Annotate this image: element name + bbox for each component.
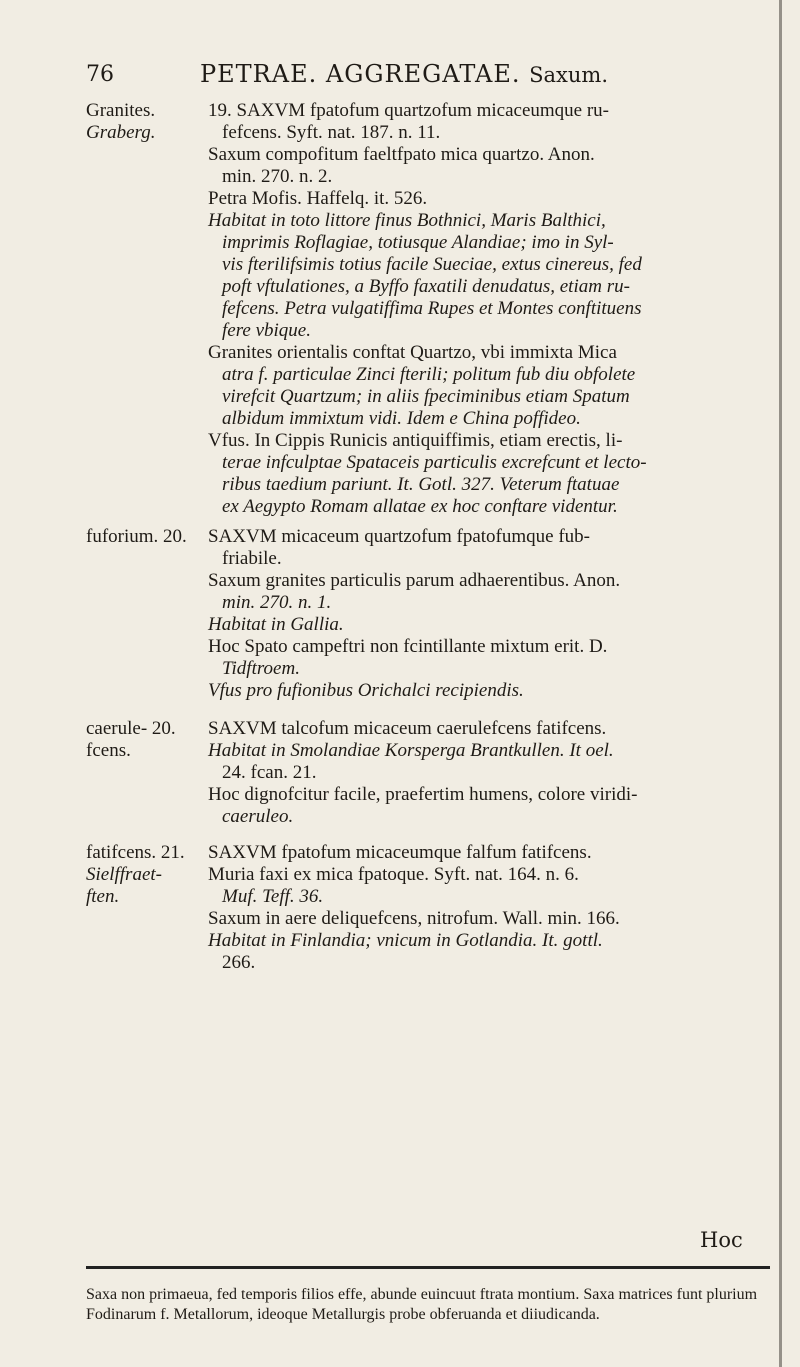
text-line: 24. fcan. 21. <box>222 762 317 783</box>
page-header <box>0 62 800 94</box>
entry-text <box>208 718 768 828</box>
entry-caerulescens <box>0 718 800 836</box>
text-line: vis fterilifsimis totius facile Sueciae, extus cinereus, fed <box>222 254 642 275</box>
margin-note <box>86 718 206 762</box>
text-line: Vfus. In Cippis Runicis antiquiffimis, etiam erectis, li- <box>208 430 623 451</box>
entry-text <box>208 526 768 702</box>
page-edge-shadow <box>779 0 782 1367</box>
text-line: Muria faxi ex mica fpatoque. Syft. nat. 164. n. 6. <box>208 864 579 885</box>
page-number: 76 <box>86 62 114 87</box>
running-title <box>200 60 608 88</box>
text-line: 19. SAXVM fpatofum quartzofum micaceumque ru- <box>208 100 610 121</box>
text-line: friabile. <box>222 548 282 569</box>
entry-text <box>208 842 768 974</box>
text-line: SAXVM micaceum quartzofum fpatofumque fub- <box>208 526 591 547</box>
margin-line: fatifcens. 21. <box>86 842 185 863</box>
text-line: ex Aegypto Romam allatae ex hoc conftare videntur. <box>222 496 618 517</box>
entry-fuforium <box>0 526 800 712</box>
margin-line: Granites. <box>86 100 156 121</box>
text-line: albidum immixtum vidi. Idem e China poffideo. <box>222 408 581 429</box>
margin-line: Graberg. <box>86 122 156 143</box>
running-title-main: PETRAE. AGGREGATAE. <box>200 60 521 88</box>
margin-line: ften. <box>86 886 120 907</box>
text-line: atra f. particulae Zinci fterili; politum fub diu obfolete <box>222 364 636 385</box>
text-line: Habitat in toto littore finus Bothnici, Maris Balthici, <box>208 210 606 231</box>
text-line: Saxum in aere deliquefcens, nitrofum. Wall. min. 166. <box>208 908 620 929</box>
entry-text <box>208 100 768 518</box>
text-line: SAXVM talcofum micaceum caerulefcens fatifcens. <box>208 718 607 739</box>
entry-fatiscens <box>0 842 800 982</box>
footnote-rule <box>86 1266 770 1269</box>
text-line: virefcit Quartzum; in aliis fpeciminibus etiam Spatum <box>222 386 630 407</box>
margin-line: fcens. <box>86 740 131 761</box>
text-line: Habitat in Gallia. <box>208 614 344 635</box>
text-line: caeruleo. <box>222 806 294 827</box>
main-text <box>0 100 800 988</box>
text-line: Granites orientalis conftat Quartzo, vbi immixta Mica <box>208 342 617 363</box>
text-line: Hoc Spato campeftri non fcintillante mixtum erit. D. <box>208 636 608 657</box>
margin-line: caerule- 20. <box>86 718 176 739</box>
text-line: terae infculptae Spataceis particulis excrefcunt et lecto- <box>222 452 647 473</box>
text-line: poft vftulationes, a Byffo faxatili denudatus, etiam ru- <box>222 276 630 297</box>
footnote: Saxa non primaeua, fed temporis filios effe, abunde euincuut ftrata montium. Saxa matrices funt plurium Fodinarum f. Metallorum, ideoque Metallurgis probe obferuanda et diiudicanda. <box>86 1286 758 1323</box>
text-line: fefcens. Petra vulgatiffima Rupes et Montes conftituens <box>222 298 642 319</box>
text-line: imprimis Roflagiae, totiusque Alandiae; imo in Syl- <box>222 232 614 253</box>
margin-line: fuforium. 20. <box>86 526 187 547</box>
text-line: Saxum compofitum faeltfpato mica quartzo. Anon. <box>208 144 595 165</box>
text-line: 266. <box>222 952 256 973</box>
text-line: Vfus pro fufionibus Orichalci recipiendis. <box>208 680 524 701</box>
catchword: Hoc <box>700 1228 743 1252</box>
text-line: min. 270. n. 1. <box>222 592 332 613</box>
margin-note <box>86 100 206 144</box>
running-title-sub: Saxum. <box>529 63 609 87</box>
text-line: Habitat in Finlandia; vnicum in Gotlandia. It. gottl. <box>208 930 603 951</box>
entry-granites <box>0 100 800 520</box>
text-line: Habitat in Smolandiae Korsperga Brantkullen. It oel. <box>208 740 614 761</box>
text-line: Saxum granites particulis parum adhaerentibus. Anon. <box>208 570 621 591</box>
text-line: Muf. Teff. 36. <box>222 886 324 907</box>
margin-line: Sielffraet- <box>86 864 162 885</box>
text-line: fefcens. Syft. nat. 187. n. 11. <box>222 122 441 143</box>
text-line: Tidftroem. <box>222 658 300 679</box>
text-line: Hoc dignofcitur facile, praefertim humens, colore viridi- <box>208 784 638 805</box>
margin-note <box>86 526 206 548</box>
text-line: ribus taedium pariunt. It. Gotl. 327. Veterum ftatuae <box>222 474 620 495</box>
text-line: min. 270. n. 2. <box>222 166 333 187</box>
text-line: fere vbique. <box>222 320 311 341</box>
text-line: SAXVM fpatofum micaceumque falfum fatifcens. <box>208 842 592 863</box>
margin-note <box>86 842 206 908</box>
text-line: Petra Mofis. Haffelq. it. 526. <box>208 188 428 209</box>
